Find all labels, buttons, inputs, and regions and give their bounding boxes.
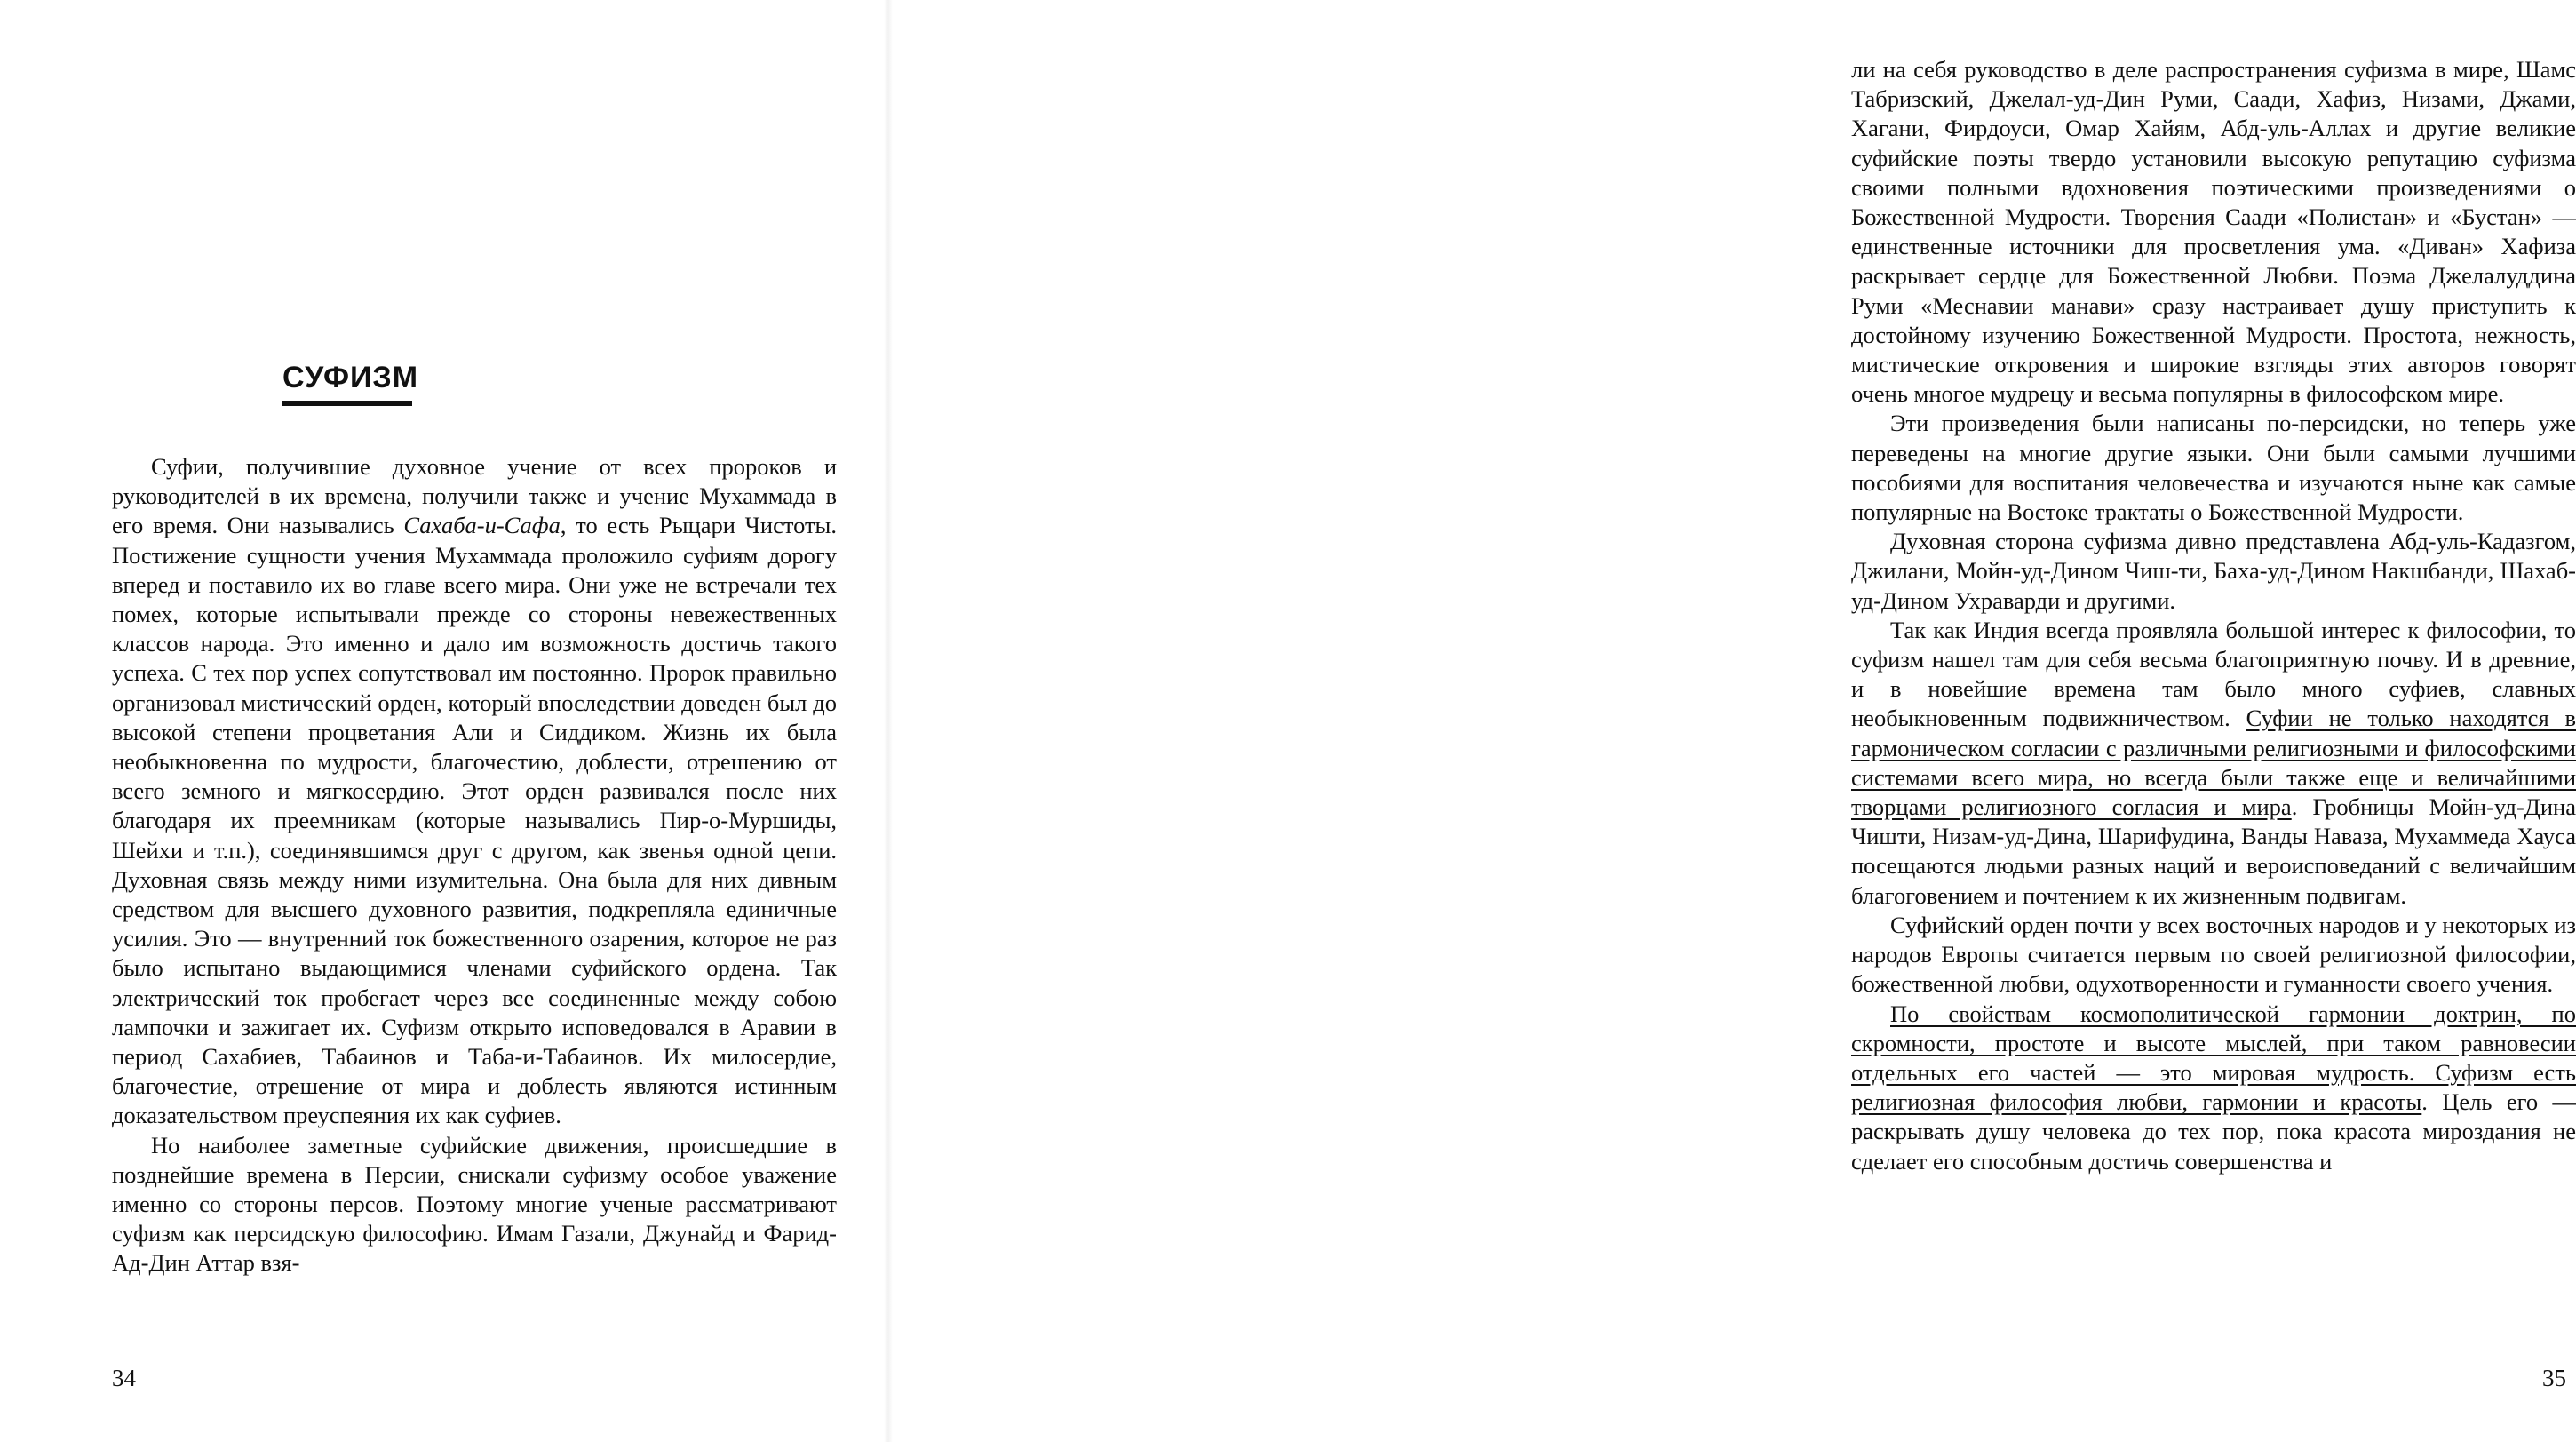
paragraph: ли на себя руководство в деле распространения суфизма в мире, Шамс Табризский, Джелал-уд-Дин Руми, Саади, Хафиз, Низами, Джами, Хагани, Фирдоуси, Омар Хайям, Абд-уль-Аллах и другие великие суфийские поэты твердо установили высокую репутацию суфизма своими полными вдохновения поэтическими произведениями о Божественной Мудрости. Творения Саади «Полистан» и «Бустан» — единственные источники для просветления ума. «Диван» Хафиза раскрывает сердце для Божественной Любви. Поэма Джелалуддина Руми «Меснавии манави» сразу настраивает душу приступить к достойному изучению Божественной Мудрости. Простота, нежность, мистические откровения и широкие взгляды этих авторов говорят очень многое мудрецу и весьма популярны в философском мире. [1851,56,2576,408]
page-number-right: 35 [2542,1365,2566,1391]
paragraph [1851,616,2576,911]
paragraph-text: Так как Индия всегда проявляла большой интерес к философии, то суфизм нашел там для себя весьма благоприятную почву. И в древние, и в новейшие времена там было много суфиев, славных необыкновенным подвижничеством. [1851,616,2576,732]
paragraph-text: . Гробницы Мойн-уд-Дина Чишти, Низам-уд-Дина, Шарифудина, Ванды Наваза, Мухаммеда Хауса посещаются людьми разных наций и вероисповеданий с величайшим благоговением и почтением к их жизненным подвигам. [1851,793,2576,909]
underlined-passage: Суфии не только находятся в гармоническом согласии с различными религиозными и философскими системами всего мира, но всегда были также еще и величайшими творцами религиозного согласия и мира [1851,705,2576,821]
left-page-body [112,452,837,1279]
right-page [888,0,2576,1442]
right-page-body [1851,55,2576,1176]
left-page [0,0,888,1442]
paragraph-text: Суфии, получившие духовное учение от всех пророков и руководителей в их времена, получили также и учение Мухаммада в его время. Они назывались [112,453,837,539]
paragraph: Духовная сторона суфизма дивно представлена Абд-уль-Кадазгом, Джилани, Мойн-уд-Дином Чиш-ти, Баха-уд-Дином Накшбанди, Шахаб-уд-Дином Ухраварди и другими. [1851,528,2576,614]
paragraph: Эти произведения были написаны по-персидски, но теперь уже переведены на многие другие языки. Они были самыми лучшими пособиями для воспитания человечества и изучаются ныне как самые популярные на Востоке трактаты о Божественной Мудрости. [1851,410,2576,526]
italic-term: Сахаба-и-Сафа [403,512,561,539]
heading-underline-rule [282,401,412,406]
paragraph [112,452,837,1131]
chapter-heading: СУФИЗМ [282,361,419,394]
chapter-heading-block [282,360,418,406]
paragraph-text: . Цель его — раскрывать душу человека до тех пор, пока красота мироздания не сделает его способным достичь совершенства и [1851,1088,2576,1175]
paragraph [1851,1000,2576,1176]
underlined-passage: По свойствам космополитической гармонии доктрин, по скромности, простоте и высоте мыслей, при таком равновесии отдельных его частей — это мировая мудрость. Суфизм есть религиозная философия любви, гармонии и красоты [1851,1000,2576,1116]
paragraph: Суфийский орден почти у всех восточных народов и у некоторых из народов Европы считается первым по своей религиозной философии, божественной любви, одухотворенности и гуманности своего учения. [1851,911,2576,998]
paragraph: Но наиболее заметные суфийские движения, происшедшие в позднейшие времена в Персии, снискали суфизму особое уважение именно со стороны персов. Поэтому многие ученые рассматривают суфизм как персидскую философию. Имам Газали, Джунайд и Фарид-Ад-Дин Аттар взя- [112,1131,837,1277]
page-number-left: 34 [112,1365,136,1391]
paragraph-text: , то есть Рыцари Чистоты. Постижение сущности учения Мухаммада проложило суфиям дорогу вперед и поставило их во главе всего мира. Они уже не встречали тех помех, которые испытывали прежде со стороны невежественных классов народа. Это именно и дало им возможность достичь такого успеха. С тех пор успех сопутствовал им постоянно. Пророк правильно организовал мистический орден, который впоследствии доведен был до высокой степени процветания Али и Сиддиком. Жизнь их была необыкновенна по мудрости, благочестию, доблести, отрешению от всего земного и мягкосердию. Этот орден развивался после них благодаря их преемникам (которые назывались Пир-о-Муршиды, Шейхи и т.п.), соединявшимся друг с другом, как звенья одной цепи. Духовная связь между ними изумительна. Она была для них дивным средством для высшего духовного развития, подкрепляла единичные усилия. Это — внутренний ток божественного озарения, которое не раз было испытано выдающимися членами суфийского ордена. Так электрический ток пробегает через все соединенные между собою лампочки и зажигает их. Суфизм открыто исповедовался в Аравии в период Сахабиев, Табаинов и Таба-и-Табаинов. Их милосердие, благочестие, отрешение от мира и доблесть являются истинным доказательством преуспеяния их как суфиев. [112,512,837,1129]
